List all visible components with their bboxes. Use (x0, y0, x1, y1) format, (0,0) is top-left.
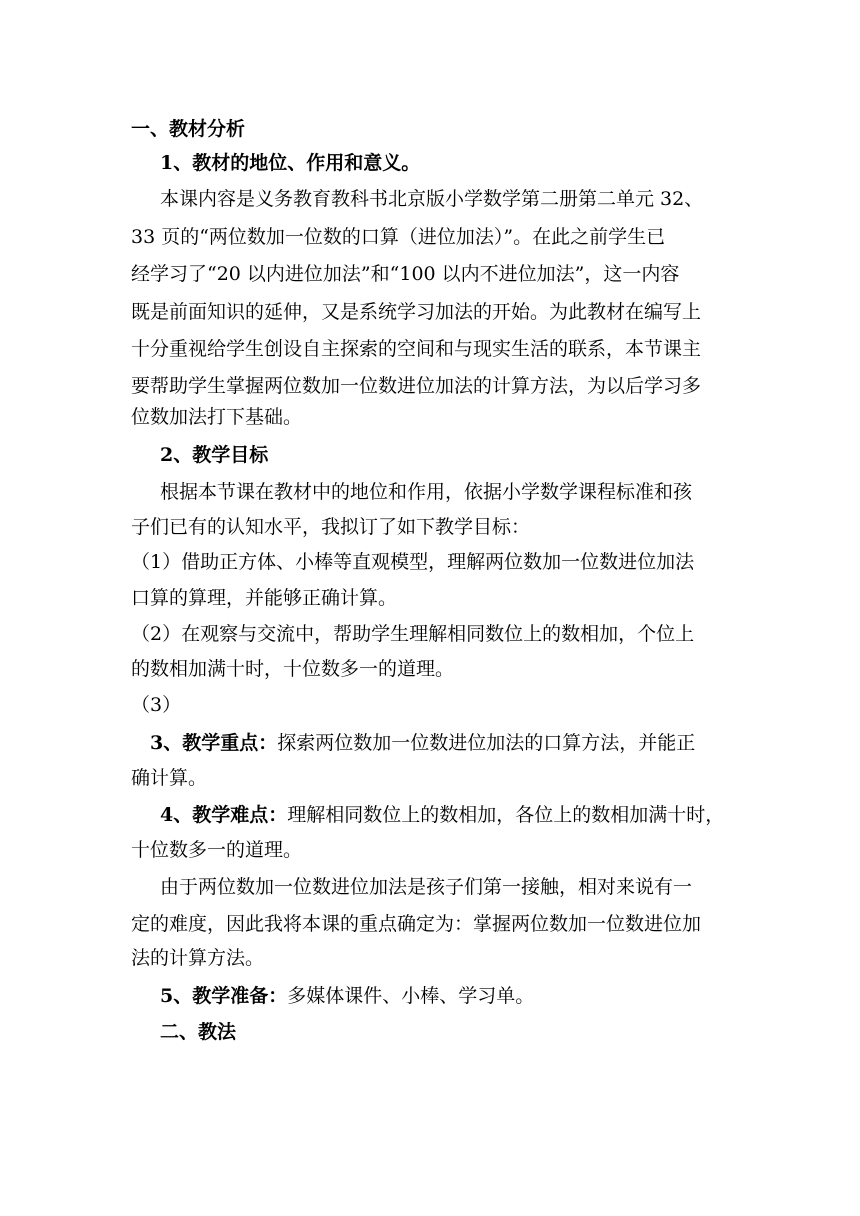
difficulty-text: 理解相同数位上的数相加，各位上的数相加满十时， (287, 804, 725, 826)
paragraph-line: 经学习了“20 以内进位加法”和“100 以内不进位加法”，这一内容 (131, 263, 680, 285)
paragraph-line: 定的难度，因此我将本课的重点确定为：掌握两位数加一位数进位加 (131, 913, 702, 935)
paragraph-line: 本课内容是义务教育教科书北京版小学数学第二册第二单元 32、 (160, 188, 704, 210)
goal-line: （3） (131, 694, 182, 716)
goal-line: （1）借助正方体、小棒等直观模型，理解两位数加一位数进位加法 (131, 551, 695, 573)
paragraph-line: 十分重视给学生创设自主探索的空间和与现实生活的联系，本节课主 (131, 338, 702, 360)
key-point-continuation: 确计算。 (131, 767, 208, 789)
difficulty-continuation: 十位数多一的道理。 (131, 839, 303, 861)
section-heading-1: 一、教材分析 (131, 118, 246, 140)
subsection-title-2: 2、教学目标 (160, 444, 269, 466)
paragraph-line: 要帮助学生掌握两位数加一位数进位加法的计算方法，为以后学习多 (131, 375, 702, 397)
paragraph-line: 根据本节课在教材中的地位和作用，依据小学数学课程标准和孩 (160, 481, 693, 503)
goal-line: （2）在观察与交流中，帮助学生理解相同数位上的数相加，个位上 (131, 623, 695, 645)
preparation-label: 5、教学准备： (160, 985, 288, 1007)
goal-line: 的数相加满十时，十位数多一的道理。 (131, 658, 455, 680)
paragraph-line: 法的计算方法。 (131, 947, 265, 969)
paragraph-line: 由于两位数加一位数进位加法是孩子们第一接触，相对来说有一 (160, 876, 693, 898)
key-point-label: 3、教学重点： (150, 732, 278, 754)
paragraph-line: 既是前面知识的延伸，又是系统学习加法的开始。为此教材在编写上 (131, 301, 702, 323)
section-heading-2: 二、教法 (160, 1021, 237, 1043)
paragraph-line: 33 页的“两位数加一位数的口算（进位加法）”。在此之前学生已 (131, 226, 666, 248)
paragraph-line: 位数加法打下基础。 (131, 406, 303, 428)
difficulty-label: 4、教学难点： (160, 804, 288, 826)
preparation-text: 多媒体课件、小棒、学习单。 (287, 985, 535, 1007)
preparation-line (160, 982, 534, 1010)
subsection-title-1: 1、教材的地位、作用和意义。 (160, 152, 421, 174)
key-point-line (150, 729, 695, 757)
difficulty-line (160, 801, 724, 829)
goal-line: 口算的算理，并能够正确计算。 (131, 587, 398, 609)
paragraph-line: 子们已有的认知水平，我拟订了如下教学目标： (131, 516, 531, 538)
key-point-text: 探索两位数加一位数进位加法的口算方法，并能正 (277, 732, 696, 754)
